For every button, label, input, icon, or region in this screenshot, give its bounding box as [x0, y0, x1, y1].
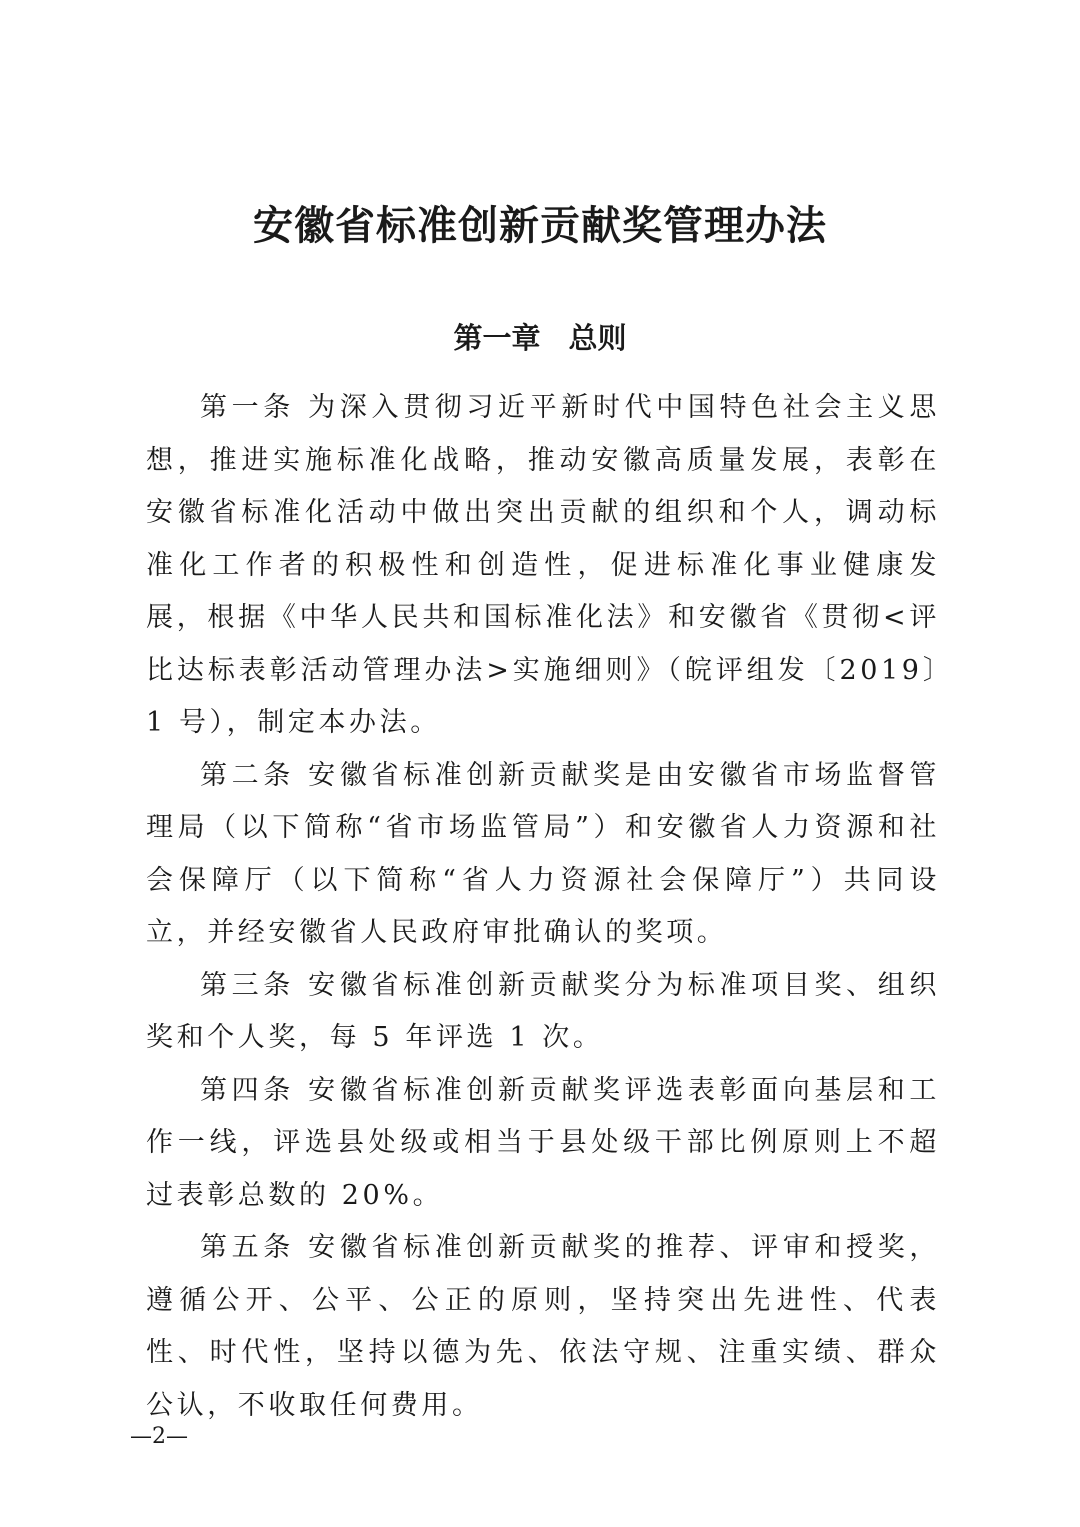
article-text: 为深入贯彻习近平新时代中国特色社会主义思想，推进实施标准化战略，推动安徽高质量发展，表彰在安徽省标准化活动中做出突出贡献的组织和个人，调动标准化工作者的积极性和创造性，促进标准化事业健康发展，根据《中华人民共和国标准化法》和安徽省《贯彻<评比达标表彰活动管理办法>实施细则》（皖评组发〔2019〕1 号），制定本办法。	[146, 392, 940, 738]
article-text: 安徽省标准创新贡献奖是由安徽省市场监督管理局（以下简称“省市场监管局”）和安徽省人力资源和社会保障厅（以下简称“省人力资源社会保障厅”）共同设立，并经安徽省人民政府审批确认的奖项。	[146, 759, 940, 948]
article-label: 第三条	[200, 969, 295, 1001]
article-paragraph	[146, 750, 940, 960]
article-paragraph	[146, 1065, 940, 1223]
article-paragraph	[146, 382, 940, 750]
article-text: 安徽省标准创新贡献奖评选表彰面向基层和工作一线，评选县处级或相当于县处级干部比例原则上不超过表彰总数的 20%。	[146, 1074, 940, 1211]
article-paragraph	[146, 960, 940, 1065]
article-text: 安徽省标准创新贡献奖分为标准项目奖、组织奖和个人奖，每 5 年评选 1 次。	[146, 969, 940, 1053]
page-title: 安徽省标准创新贡献奖管理办法	[253, 202, 827, 249]
article-label: 第四条	[200, 1074, 295, 1106]
page-number: —2—	[130, 1424, 188, 1449]
article-label: 第一条	[200, 392, 295, 423]
chapter-number: 第一章	[453, 321, 541, 355]
document-body	[146, 382, 940, 1432]
article-text: 安徽省标准创新贡献奖的推荐、评审和授奖，遵循公开、公平、公正的原则，坚持突出先进性、代表性、时代性，坚持以德为先、依法守规、注重实绩、群众公认，不收取任何费用。	[146, 1232, 940, 1421]
article-label: 第五条	[200, 1232, 295, 1263]
article-paragraph	[146, 1222, 940, 1432]
article-label: 第二条	[200, 759, 295, 791]
chapter-name: 总则	[568, 321, 627, 355]
chapter-heading	[0, 314, 1080, 362]
